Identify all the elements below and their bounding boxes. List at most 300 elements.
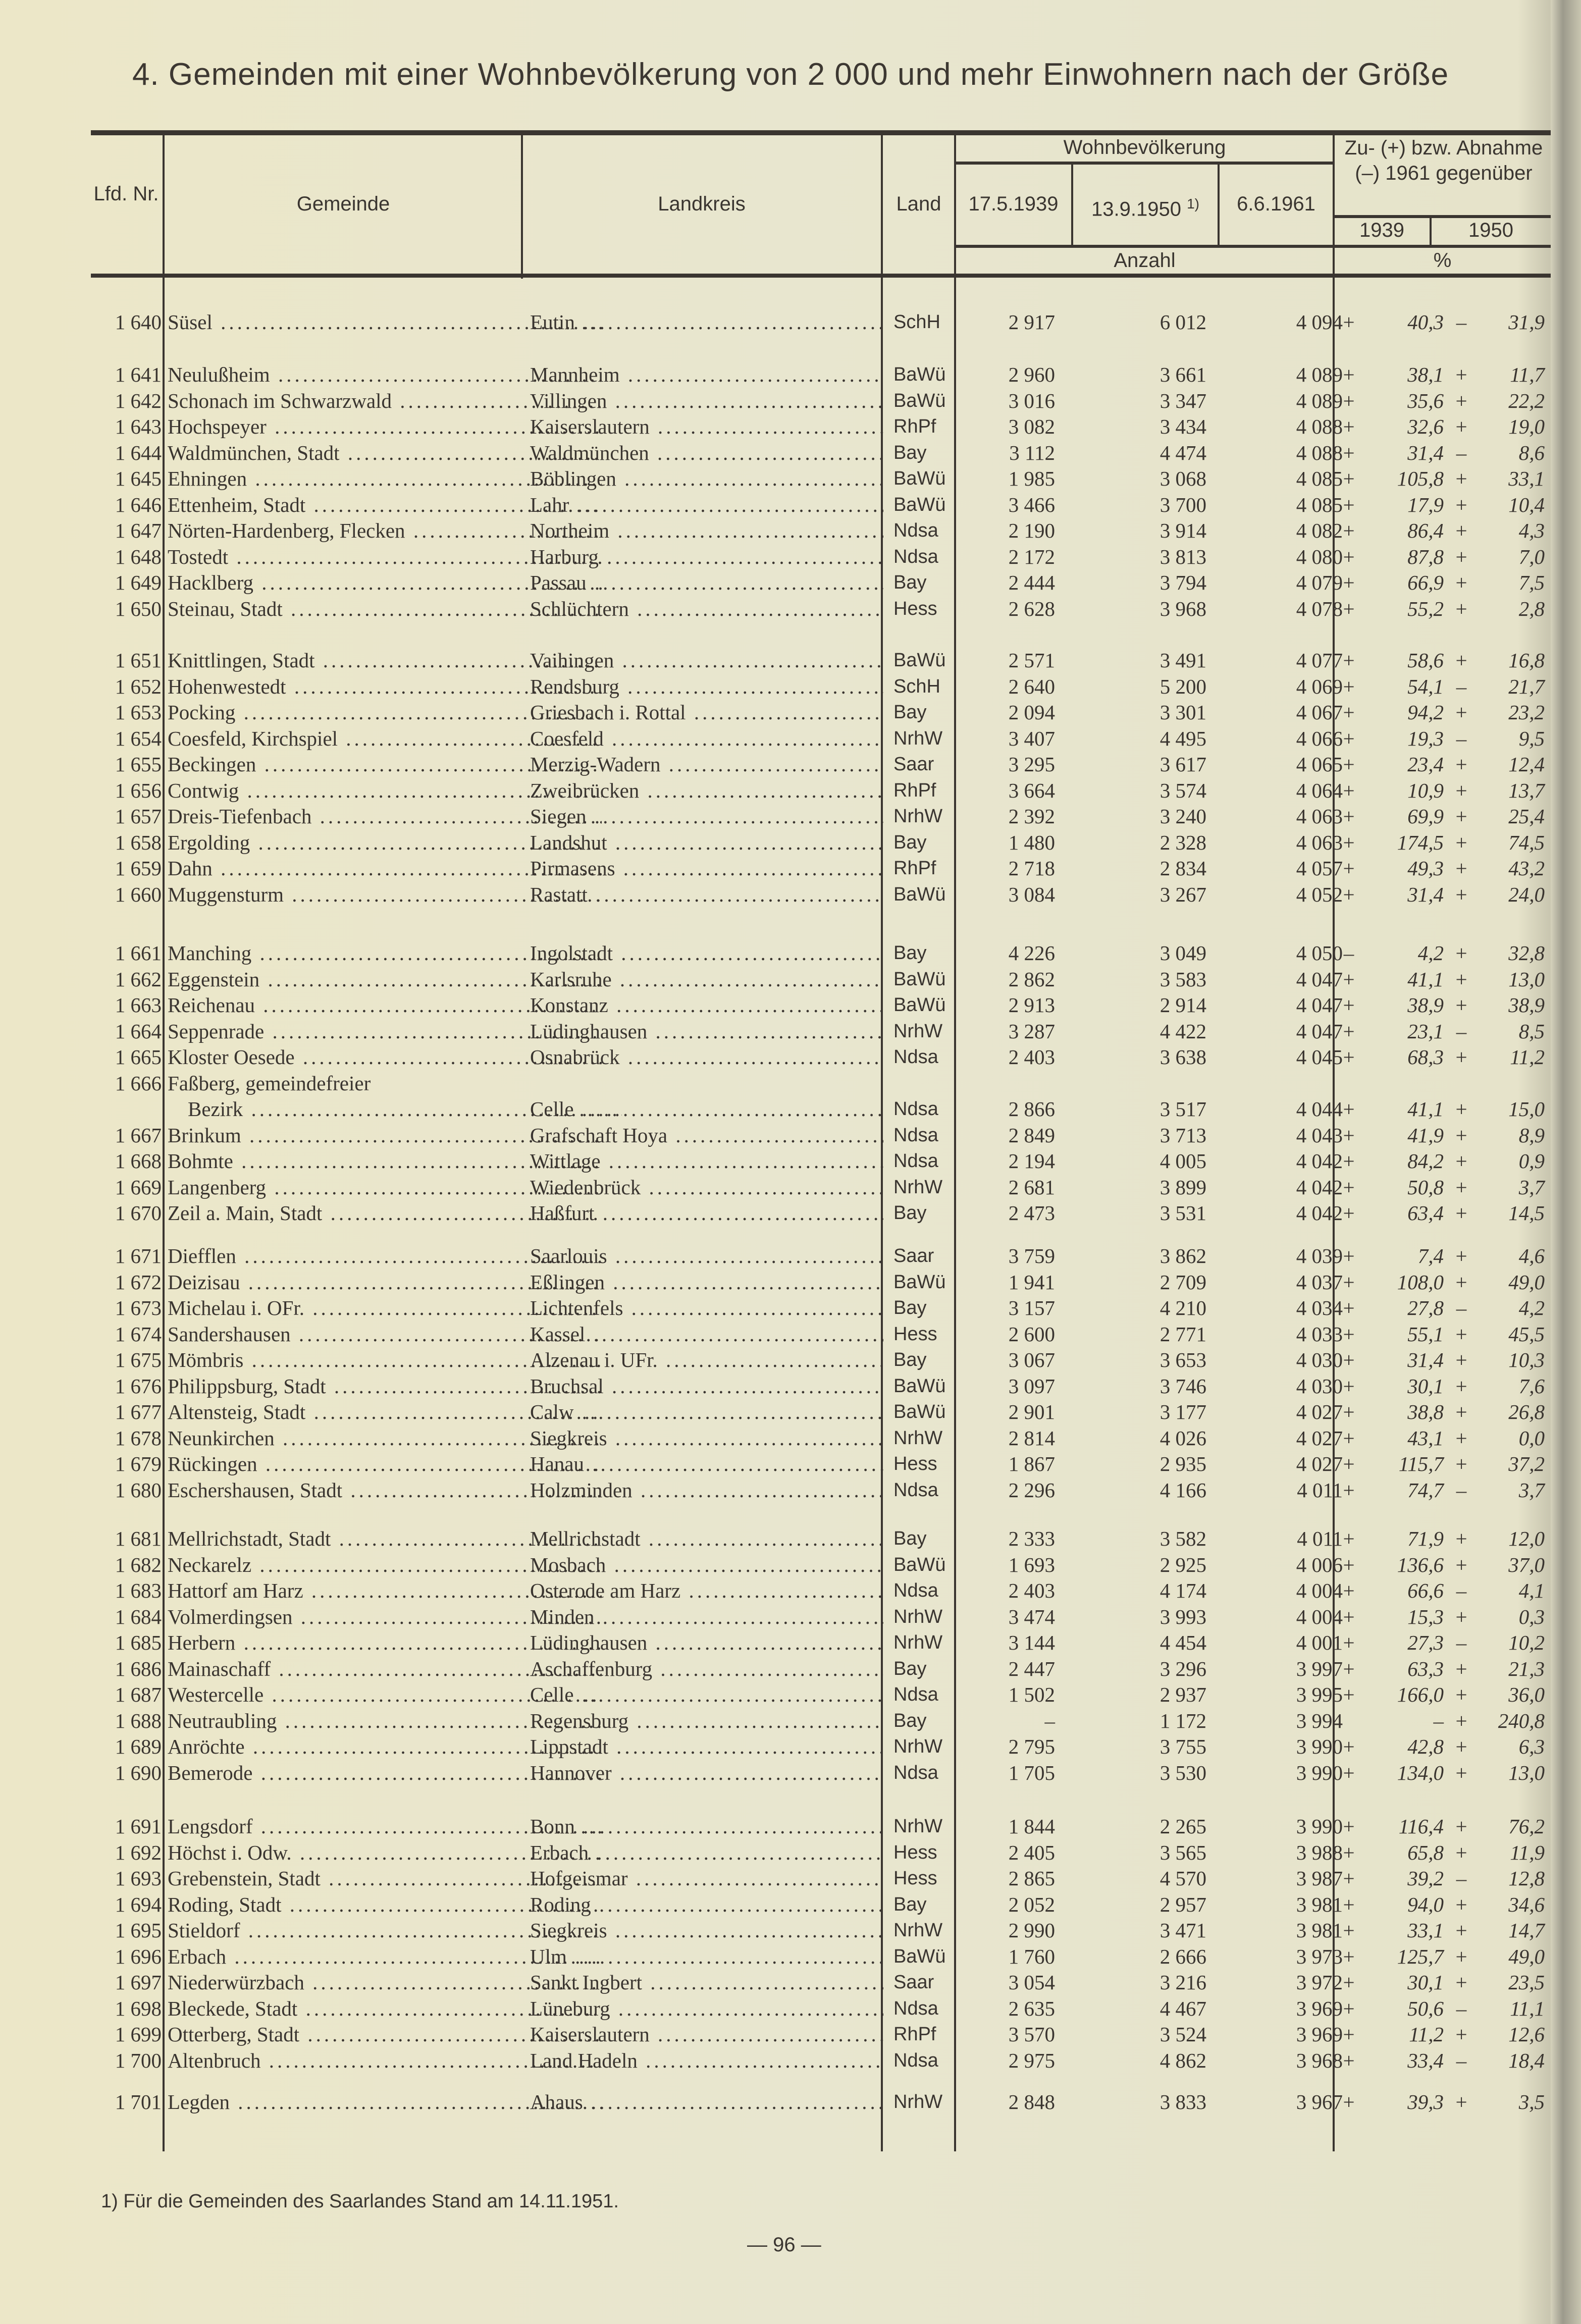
change-1939-sign: + — [1343, 493, 1355, 516]
gemeinde-name: Manching ..... — [168, 940, 602, 966]
gemeinde-name: Nörten-Hardenberg, Flecken ..... — [168, 517, 602, 544]
table-row — [91, 777, 1551, 804]
change-1950-sign: + — [1455, 1761, 1467, 1784]
change-1950-sign: + — [1455, 1735, 1467, 1758]
table-row — [91, 1174, 1551, 1200]
change-1939-value: 38,1 — [1407, 363, 1444, 386]
table-row — [91, 309, 1551, 335]
land-code: Ndsa — [893, 1098, 938, 1120]
change-1939-value: 15,3 — [1407, 1605, 1444, 1628]
row-number: 1 690 — [115, 1761, 162, 1784]
population-1939: 2 975 — [1008, 2048, 1055, 2072]
change-1950-value: 3,7 — [1518, 1175, 1545, 1199]
population-1961: 4 042 — [1296, 1175, 1343, 1199]
row-number: 1 679 — [115, 1452, 162, 1475]
population-1961: 4 066 — [1296, 726, 1343, 750]
gemeinde-name: Sandershausen ..... — [168, 1321, 602, 1347]
change-1950-value: 38,9 — [1508, 993, 1545, 1017]
population-1950: 4 422 — [1160, 1019, 1206, 1043]
population-1950: 4 570 — [1160, 1867, 1206, 1890]
table-row — [91, 699, 1551, 725]
change-1950-value: 76,2 — [1508, 1815, 1545, 1838]
population-1961: 3 969 — [1296, 1996, 1343, 2020]
population-1939: 3 664 — [1008, 778, 1055, 802]
landkreis-name: Waldmünchen ..... — [530, 440, 883, 466]
gemeinde-name: Coesfeld, Kirchspiel ..... — [168, 725, 602, 752]
table-row — [91, 1629, 1551, 1656]
change-1950-value: 13,0 — [1508, 967, 1545, 991]
change-1950-value: 74,5 — [1508, 830, 1545, 854]
row-number: 1 683 — [115, 1579, 162, 1602]
landkreis-name: Mosbach ..... — [530, 1552, 883, 1578]
landkreis-name: Mannheim ..... — [530, 361, 883, 388]
table-row — [91, 829, 1551, 856]
change-1939-value: 115,7 — [1398, 1452, 1444, 1475]
change-1950-sign: + — [1455, 1657, 1467, 1680]
population-1950: 3 661 — [1160, 363, 1206, 386]
change-1939-value: 68,3 — [1407, 1045, 1444, 1069]
gemeinde-name: Beckingen ..... — [168, 751, 602, 777]
land-code: NrhW — [893, 1606, 943, 1627]
table-row — [91, 569, 1551, 596]
population-1939: 1 844 — [1008, 1815, 1055, 1838]
row-number: 1 645 — [115, 467, 162, 490]
change-1950-value: 14,5 — [1508, 1201, 1545, 1225]
change-1950-sign: + — [1455, 1709, 1467, 1732]
population-1950: 3 899 — [1160, 1175, 1206, 1199]
population-1961: 4 027 — [1296, 1452, 1343, 1475]
landkreis-name: Hannover ..... — [530, 1760, 883, 1786]
change-1939-sign: + — [1343, 1867, 1355, 1890]
row-number: 1 693 — [115, 1867, 162, 1890]
population-1939: 2 444 — [1008, 571, 1055, 594]
change-1950-value: 49,0 — [1508, 1270, 1545, 1294]
table-row — [91, 1681, 1551, 1708]
landkreis-name: Ahaus ..... — [530, 2089, 883, 2115]
change-1939-value: 4,2 — [1417, 941, 1444, 965]
land-code: NrhW — [893, 2091, 943, 2112]
population-1939: 3 295 — [1008, 753, 1055, 776]
change-1950-value: 8,5 — [1518, 1019, 1545, 1043]
change-1939-sign: + — [1343, 1919, 1355, 1942]
change-1939-value: 11,2 — [1409, 2023, 1444, 2046]
row-number: 1 664 — [115, 1019, 162, 1043]
gemeinde-name: Neulußheim ..... — [168, 361, 602, 388]
change-1950-value: 2,8 — [1518, 597, 1545, 620]
row-number: 1 681 — [115, 1527, 162, 1550]
change-1950-sign: + — [1455, 493, 1467, 516]
gemeinde-name: Westercelle ..... — [168, 1681, 602, 1708]
change-1939-value: 41,1 — [1407, 1097, 1444, 1121]
land-code: NrhW — [893, 1427, 943, 1449]
gemeinde-name: Hattorf am Harz ..... — [168, 1577, 602, 1604]
population-1939: 1 502 — [1008, 1683, 1055, 1706]
change-1950-sign: + — [1455, 2023, 1467, 2046]
change-1950-value: 23,5 — [1508, 1971, 1545, 1994]
population-1950: 4 026 — [1160, 1426, 1206, 1450]
population-1950: 3 700 — [1160, 493, 1206, 516]
change-1939-sign: + — [1343, 519, 1355, 542]
landkreis-name: Regensburg ..... — [530, 1708, 883, 1734]
population-1950: 3 531 — [1160, 1201, 1206, 1225]
header-percent: % — [1433, 249, 1452, 272]
row-number: 1 677 — [115, 1400, 162, 1423]
population-1939: 1 480 — [1008, 830, 1055, 854]
change-1939-value: 30,1 — [1407, 1374, 1444, 1398]
change-1939-sign: + — [1343, 1579, 1355, 1602]
change-1939-value: 33,1 — [1407, 1919, 1444, 1942]
row-number: 1 671 — [115, 1244, 162, 1267]
change-1939-sign: + — [1343, 1527, 1355, 1550]
change-1950-sign: + — [1455, 545, 1467, 568]
change-1950-sign: + — [1455, 649, 1467, 672]
change-1939-sign: + — [1343, 1123, 1355, 1147]
change-1950-sign: + — [1455, 597, 1467, 620]
row-number: 1 688 — [115, 1709, 162, 1732]
population-1950: 3 833 — [1160, 2090, 1206, 2114]
change-1950-value: 36,0 — [1508, 1683, 1545, 1706]
landkreis-name: Aschaffenburg ..... — [530, 1656, 883, 1682]
change-1950-sign: + — [1455, 941, 1467, 965]
row-number: 1 694 — [115, 1892, 162, 1916]
table-row — [91, 413, 1551, 440]
population-1961: 4 080 — [1296, 545, 1343, 568]
land-code: Ndsa — [893, 1124, 938, 1146]
table-row — [91, 544, 1551, 570]
landkreis-name: Lichtenfels ..... — [530, 1295, 883, 1321]
gemeinde-name: Kloster Oesede ..... — [168, 1044, 602, 1070]
land-code: Ndsa — [893, 546, 938, 567]
gemeinde-name: Bemerode ..... — [168, 1760, 602, 1786]
population-1950: 3 068 — [1160, 467, 1206, 490]
land-code: Bay — [893, 1528, 927, 1549]
table-row — [91, 940, 1551, 966]
gemeinde-name: Mellrichstadt, Stadt ..... — [168, 1525, 602, 1552]
change-1939-value: 105,8 — [1397, 467, 1444, 490]
landkreis-name: Land Hadeln ..... — [530, 2047, 883, 2074]
population-1939: 2 628 — [1008, 597, 1055, 620]
population-1939: 1 705 — [1008, 1761, 1055, 1784]
row-number: 1 673 — [115, 1296, 162, 1319]
row-number: 1 649 — [115, 571, 162, 594]
population-1961: 4 006 — [1296, 1553, 1343, 1576]
population-1961: 4 030 — [1296, 1348, 1343, 1371]
gemeinde-name: Roding, Stadt ..... — [168, 1891, 602, 1918]
population-1961: 3 990 — [1296, 1761, 1343, 1784]
change-1950-value: 6,3 — [1518, 1735, 1545, 1758]
landkreis-name: Osterode am Harz ..... — [530, 1577, 883, 1604]
land-code: NrhW — [893, 1816, 943, 1837]
change-1950-value: 10,4 — [1508, 493, 1545, 516]
population-1961: 4 078 — [1296, 597, 1343, 620]
population-1961: 4 043 — [1296, 1123, 1343, 1147]
table-row — [91, 1243, 1551, 1269]
change-1950-sign: – — [1456, 1867, 1467, 1890]
change-1939-sign: + — [1343, 1892, 1355, 1916]
population-1950: 4 467 — [1160, 1996, 1206, 2020]
population-1961: 4 033 — [1296, 1322, 1343, 1346]
landkreis-name: Hofgeismar ..... — [530, 1865, 883, 1891]
change-1950-sign: + — [1455, 1815, 1467, 1838]
population-1950: 3 216 — [1160, 1971, 1206, 1994]
landkreis-name: Sankt Ingbert ..... — [530, 1969, 883, 1995]
row-number: 1 701 — [115, 2090, 162, 2114]
change-1950-sign: + — [1455, 1045, 1467, 1069]
gemeinde-name: Deizisau ..... — [168, 1269, 602, 1295]
landkreis-name: Lüdinghausen ..... — [530, 1018, 883, 1044]
row-number: 1 655 — [115, 753, 162, 776]
landkreis-name: Coesfeld ..... — [530, 725, 883, 752]
table-row — [91, 803, 1551, 829]
population-1950: 3 296 — [1160, 1657, 1206, 1680]
change-1939-value: 71,9 — [1407, 1527, 1444, 1550]
change-1950-value: 0,3 — [1518, 1605, 1545, 1628]
change-1950-value: 21,3 — [1508, 1657, 1545, 1680]
change-1939-value: 63,3 — [1407, 1657, 1444, 1680]
land-code: Bay — [893, 1893, 927, 1915]
population-1939: 1 693 — [1008, 1553, 1055, 1576]
table-row — [91, 1604, 1551, 1630]
change-1939-value: 30,1 — [1407, 1971, 1444, 1994]
change-1950-sign: + — [1455, 1149, 1467, 1173]
population-1939: 2 635 — [1008, 1996, 1055, 2020]
land-code: Ndsa — [893, 1997, 938, 2019]
landkreis-name: Lahr ..... — [530, 492, 883, 518]
population-1939: 2 718 — [1008, 857, 1055, 880]
change-1939-value: 166,0 — [1397, 1683, 1444, 1706]
population-1950: 3 471 — [1160, 1919, 1206, 1942]
gemeinde-name: Contwig ..... — [168, 777, 602, 804]
land-code: BaWü — [893, 390, 946, 411]
change-1950-value: 26,8 — [1508, 1400, 1545, 1423]
land-code: Bay — [893, 831, 927, 853]
change-1939-value: 74,7 — [1407, 1478, 1444, 1502]
land-code: NrhW — [893, 727, 943, 749]
landkreis-name: Bonn ..... — [530, 1813, 883, 1839]
gemeinde-name: Legden ..... — [168, 2089, 602, 2115]
page-edge — [1551, 0, 1581, 2324]
landkreis-name: Celle ..... — [530, 1096, 883, 1122]
population-1950: 3 638 — [1160, 1045, 1206, 1069]
population-1961: 3 990 — [1296, 1735, 1343, 1758]
change-1939-value: 174,5 — [1397, 830, 1444, 854]
population-1961: 4 065 — [1296, 753, 1343, 776]
change-1939-sign: + — [1343, 753, 1355, 776]
gemeinde-name: Niederwürzbach ..... — [168, 1969, 602, 1995]
page-number: — 96 — — [747, 2234, 821, 2256]
change-1939-value: 94,0 — [1407, 1892, 1444, 1916]
gemeinde-name: Altenbruch ..... — [168, 2047, 602, 2074]
table-row — [91, 673, 1551, 700]
gemeinde-name: Bezirk ..... — [168, 1096, 622, 1122]
landkreis-name: Siegkreis ..... — [530, 1425, 883, 1451]
population-1939: 2 848 — [1008, 2090, 1055, 2114]
change-1950-value: 18,4 — [1508, 2048, 1545, 2072]
change-1950-value: 8,6 — [1518, 441, 1545, 464]
land-code: RhPf — [893, 2024, 936, 2045]
row-number: 1 660 — [115, 882, 162, 906]
change-1950-sign: – — [1456, 1296, 1467, 1319]
table-row — [91, 1269, 1551, 1295]
population-1950: 1 172 — [1160, 1709, 1206, 1732]
row-number: 1 695 — [115, 1919, 162, 1942]
change-1939-value: 31,4 — [1407, 1348, 1444, 1371]
population-1939: 3 112 — [1009, 441, 1055, 464]
landkreis-name: Siegen ..... — [530, 803, 883, 829]
change-1939-sign: + — [1343, 1996, 1355, 2020]
header-wohnbevoelkerung: Wohnbevölkerung — [1063, 136, 1226, 159]
change-1950-sign: – — [1456, 1631, 1467, 1654]
table-row — [91, 1477, 1551, 1503]
population-1961: 4 011 — [1297, 1478, 1343, 1502]
population-1950: 3 524 — [1160, 2023, 1206, 2046]
population-1939: 1 760 — [1008, 1944, 1055, 1968]
population-1950: 4 474 — [1160, 441, 1206, 464]
population-1961: 4 085 — [1296, 493, 1343, 516]
population-1950: 4 174 — [1160, 1579, 1206, 1602]
population-1939: 3 570 — [1008, 2023, 1055, 2046]
table-row — [91, 1891, 1551, 1918]
change-1939-sign: + — [1343, 1374, 1355, 1398]
land-code: NrhW — [893, 806, 943, 827]
change-1950-sign: + — [1455, 993, 1467, 1017]
row-number: 1 669 — [115, 1175, 162, 1199]
table-row — [91, 1552, 1551, 1578]
population-1961: 4 027 — [1296, 1426, 1343, 1450]
row-number: 1 651 — [115, 649, 162, 672]
change-1939-value: 35,6 — [1407, 389, 1444, 412]
change-1939-sign: + — [1343, 545, 1355, 568]
population-1961: 4 001 — [1296, 1631, 1343, 1654]
population-1961: 3 988 — [1296, 1840, 1343, 1864]
table-row — [91, 1399, 1551, 1425]
land-code: Saar — [893, 1972, 934, 1993]
land-code: SchH — [893, 311, 940, 333]
row-number: 1 676 — [115, 1374, 162, 1398]
population-1961: 4 011 — [1297, 1527, 1343, 1550]
change-1939-value: 41,9 — [1407, 1123, 1444, 1147]
row-number: 1 670 — [115, 1201, 162, 1225]
landkreis-name: Schlüchtern ..... — [530, 596, 883, 622]
change-1939-value: 125,7 — [1397, 1944, 1444, 1968]
change-1950-value: 49,0 — [1508, 1944, 1545, 1968]
land-code: NrhW — [893, 1020, 943, 1042]
table-row — [91, 1577, 1551, 1604]
gemeinde-name: Bleckede, Stadt ..... — [168, 1995, 602, 2022]
gemeinde-name: Hacklberg ..... — [168, 569, 602, 596]
row-number: 1 653 — [115, 701, 162, 724]
change-1939-value: 108,0 — [1397, 1270, 1444, 1294]
change-1939-value: 19,3 — [1407, 726, 1444, 750]
change-1950-sign: + — [1455, 1270, 1467, 1294]
land-code: NrhW — [893, 1920, 943, 1941]
population-1961: 4 069 — [1296, 674, 1343, 698]
change-1950-value: 15,0 — [1508, 1097, 1545, 1121]
land-code: BaWü — [893, 1401, 946, 1422]
change-1950-sign: + — [1455, 1426, 1467, 1450]
table-row — [91, 2089, 1551, 2115]
change-1939-sign: + — [1343, 1815, 1355, 1838]
population-1950: 2 935 — [1160, 1452, 1206, 1475]
gemeinde-name: Ehningen ..... — [168, 465, 602, 492]
population-1961: 3 990 — [1296, 1815, 1343, 1838]
table-row — [91, 517, 1551, 544]
land-code: Ndsa — [893, 1046, 938, 1068]
gemeinde-name: Philippsburg, Stadt ..... — [168, 1373, 602, 1399]
change-1950-value: 11,2 — [1510, 1045, 1545, 1069]
population-1939: 2 960 — [1008, 363, 1055, 386]
change-1939-sign: + — [1343, 363, 1355, 386]
population-1961: 4 088 — [1296, 415, 1343, 438]
land-code: BaWü — [893, 468, 946, 489]
landkreis-name: Pirmasens ..... — [530, 855, 883, 881]
row-number: 1 644 — [115, 441, 162, 464]
change-1939-sign: + — [1343, 1400, 1355, 1423]
population-1939: 3 474 — [1008, 1605, 1055, 1628]
change-1939-value: 54,1 — [1407, 674, 1444, 698]
change-1950-value: 12,8 — [1508, 1867, 1545, 1890]
landkreis-name: Passau ..... — [530, 569, 883, 596]
change-1939-value: 43,1 — [1407, 1426, 1444, 1450]
table-row — [91, 725, 1551, 752]
change-1939-value: 55,2 — [1407, 597, 1444, 620]
table-row — [91, 647, 1551, 673]
land-code: BaWü — [893, 364, 946, 385]
change-1950-value: 4,2 — [1518, 1296, 1545, 1319]
population-1950: 3 565 — [1160, 1840, 1206, 1864]
population-1939: 3 157 — [1008, 1296, 1055, 1319]
gemeinde-name: Anröchte ..... — [168, 1733, 602, 1760]
change-1950-value: 10,3 — [1508, 1348, 1545, 1371]
change-1950-value: 37,0 — [1508, 1553, 1545, 1576]
population-1950: 3 301 — [1160, 701, 1206, 724]
change-1950-value: 9,5 — [1518, 726, 1545, 750]
land-code: Hess — [893, 1868, 937, 1889]
change-1950-sign: + — [1455, 1348, 1467, 1371]
row-number: 1 656 — [115, 778, 162, 802]
change-1950-value: 24,0 — [1508, 882, 1545, 906]
change-1939-value: 86,4 — [1407, 519, 1444, 542]
row-number: 1 689 — [115, 1735, 162, 1758]
population-1950: 3 049 — [1160, 941, 1206, 965]
change-1950-sign: + — [1455, 1123, 1467, 1147]
change-1950-value: 13,0 — [1508, 1761, 1545, 1784]
change-1950-value: 7,6 — [1518, 1374, 1545, 1398]
population-1961: 3 997 — [1296, 1657, 1343, 1680]
population-1939: 3 082 — [1008, 415, 1055, 438]
gemeinde-name: Herbern ..... — [168, 1629, 602, 1656]
row-number: 1 654 — [115, 726, 162, 750]
table-row — [91, 1148, 1551, 1174]
gemeinde-name: Muggensturm ..... — [168, 881, 602, 908]
change-1939-sign: + — [1343, 805, 1355, 828]
landkreis-name: Grafschaft Hoya ..... — [530, 1122, 883, 1148]
change-1939-sign: + — [1343, 674, 1355, 698]
change-1950-sign: + — [1455, 1452, 1467, 1475]
change-1950-sign: + — [1455, 389, 1467, 412]
change-1939-sign: + — [1343, 1683, 1355, 1706]
change-1950-value: 34,6 — [1508, 1892, 1545, 1916]
landkreis-name: Celle ..... — [530, 1681, 883, 1708]
row-number: 1 697 — [115, 1971, 162, 1994]
change-1939-sign: + — [1343, 1296, 1355, 1319]
table-row — [91, 1122, 1551, 1148]
change-1950-value: 13,7 — [1508, 778, 1545, 802]
change-1939-sign: + — [1343, 1097, 1355, 1121]
landkreis-name: Karlsruhe ..... — [530, 966, 883, 992]
row-number: 1 700 — [115, 2048, 162, 2072]
change-1939-value: 27,3 — [1407, 1631, 1444, 1654]
